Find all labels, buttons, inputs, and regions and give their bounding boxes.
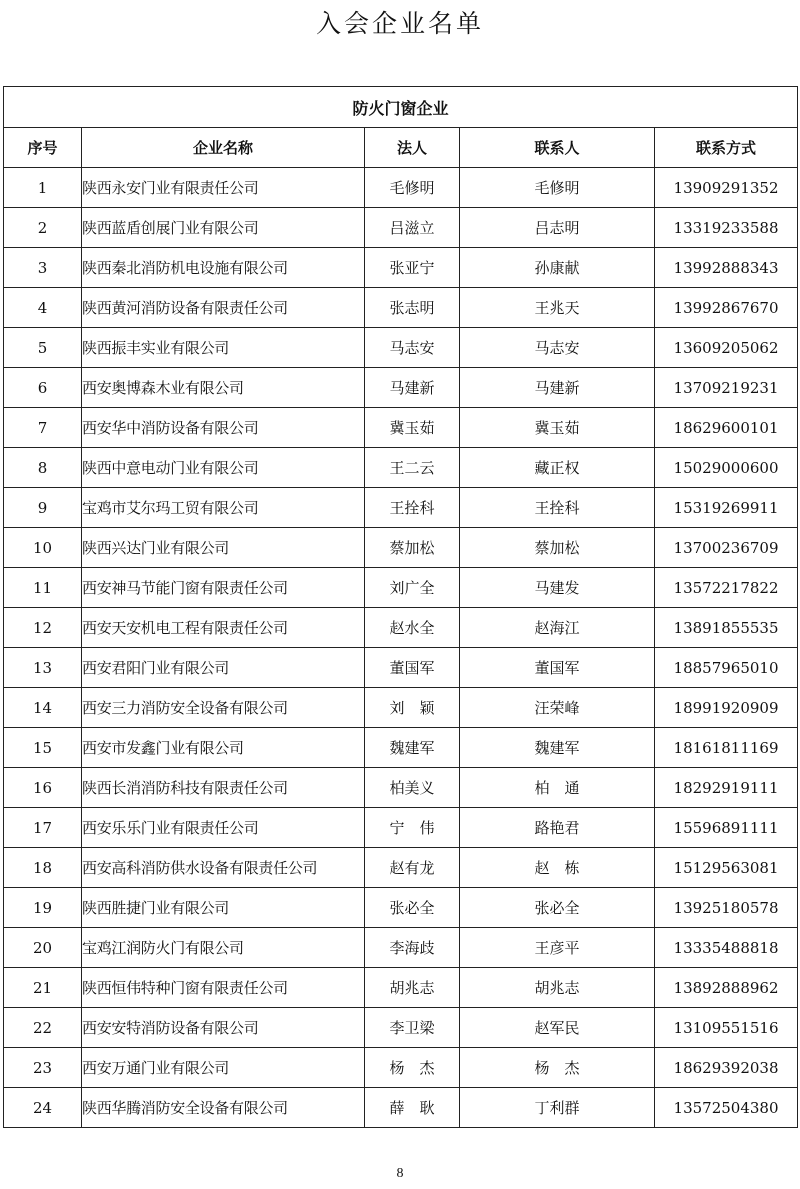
cell-legal-person: 魏建军 bbox=[365, 728, 460, 768]
cell-phone: 13335488818 bbox=[655, 928, 798, 968]
cell-phone: 13992867670 bbox=[655, 288, 798, 328]
cell-company: 陕西胜捷门业有限公司 bbox=[82, 888, 365, 928]
cell-phone: 13572504380 bbox=[655, 1088, 798, 1128]
cell-contact: 王拴科 bbox=[460, 488, 655, 528]
cell-legal-person: 冀玉茹 bbox=[365, 408, 460, 448]
cell-company: 陕西华腾消防安全设备有限公司 bbox=[82, 1088, 365, 1128]
cell-index: 8 bbox=[4, 448, 82, 488]
cell-phone: 13609205062 bbox=[655, 328, 798, 368]
cell-company: 西安神马节能门窗有限责任公司 bbox=[82, 568, 365, 608]
cell-company: 西安天安机电工程有限责任公司 bbox=[82, 608, 365, 648]
cell-index: 7 bbox=[4, 408, 82, 448]
cell-index: 12 bbox=[4, 608, 82, 648]
cell-company: 陕西振丰实业有限公司 bbox=[82, 328, 365, 368]
table-row bbox=[4, 248, 798, 288]
cell-legal-person: 毛修明 bbox=[365, 168, 460, 208]
cell-index: 9 bbox=[4, 488, 82, 528]
cell-company: 陕西兴达门业有限公司 bbox=[82, 528, 365, 568]
header-contact: 联系人 bbox=[460, 128, 655, 168]
cell-legal-person: 宁 伟 bbox=[365, 808, 460, 848]
cell-legal-person: 王拴科 bbox=[365, 488, 460, 528]
cell-index: 19 bbox=[4, 888, 82, 928]
cell-phone: 13891855535 bbox=[655, 608, 798, 648]
table-row bbox=[4, 928, 798, 968]
cell-legal-person: 蔡加松 bbox=[365, 528, 460, 568]
table-row bbox=[4, 368, 798, 408]
table-row bbox=[4, 968, 798, 1008]
table-row bbox=[4, 568, 798, 608]
cell-company: 陕西永安门业有限责任公司 bbox=[82, 168, 365, 208]
cell-legal-person: 张志明 bbox=[365, 288, 460, 328]
cell-contact: 张必全 bbox=[460, 888, 655, 928]
cell-company: 陕西中意电动门业有限公司 bbox=[82, 448, 365, 488]
cell-phone: 13319233588 bbox=[655, 208, 798, 248]
cell-index: 22 bbox=[4, 1008, 82, 1048]
cell-contact: 马建发 bbox=[460, 568, 655, 608]
table-row bbox=[4, 608, 798, 648]
cell-legal-person: 李海歧 bbox=[365, 928, 460, 968]
header-index: 序号 bbox=[4, 128, 82, 168]
cell-company: 西安奥博森木业有限公司 bbox=[82, 368, 365, 408]
cell-contact: 赵海江 bbox=[460, 608, 655, 648]
cell-phone: 13992888343 bbox=[655, 248, 798, 288]
cell-index: 1 bbox=[4, 168, 82, 208]
cell-phone: 18991920909 bbox=[655, 688, 798, 728]
cell-phone: 15319269911 bbox=[655, 488, 798, 528]
cell-company: 陕西长消消防科技有限责任公司 bbox=[82, 768, 365, 808]
header-legal-person: 法人 bbox=[365, 128, 460, 168]
cell-index: 10 bbox=[4, 528, 82, 568]
header-company: 企业名称 bbox=[82, 128, 365, 168]
cell-contact: 汪荣峰 bbox=[460, 688, 655, 728]
cell-phone: 15029000600 bbox=[655, 448, 798, 488]
cell-phone: 18857965010 bbox=[655, 648, 798, 688]
cell-company: 西安万通门业有限公司 bbox=[82, 1048, 365, 1088]
cell-contact: 马志安 bbox=[460, 328, 655, 368]
cell-company: 西安高科消防供水设备有限责任公司 bbox=[82, 848, 365, 888]
cell-index: 4 bbox=[4, 288, 82, 328]
table-row bbox=[4, 1008, 798, 1048]
cell-contact: 路艳君 bbox=[460, 808, 655, 848]
cell-contact: 蔡加松 bbox=[460, 528, 655, 568]
header-row bbox=[4, 128, 798, 168]
cell-index: 14 bbox=[4, 688, 82, 728]
cell-contact: 胡兆志 bbox=[460, 968, 655, 1008]
cell-company: 西安安特消防设备有限公司 bbox=[82, 1008, 365, 1048]
cell-legal-person: 赵有龙 bbox=[365, 848, 460, 888]
header-phone: 联系方式 bbox=[655, 128, 798, 168]
table-row bbox=[4, 728, 798, 768]
table-row bbox=[4, 1088, 798, 1128]
cell-legal-person: 李卫梁 bbox=[365, 1008, 460, 1048]
cell-contact: 赵 栋 bbox=[460, 848, 655, 888]
cell-phone: 18629600101 bbox=[655, 408, 798, 448]
cell-index: 2 bbox=[4, 208, 82, 248]
cell-company: 宝鸡江润防火门有限公司 bbox=[82, 928, 365, 968]
page-number: 8 bbox=[396, 1166, 404, 1181]
table-row bbox=[4, 208, 798, 248]
cell-phone: 18161811169 bbox=[655, 728, 798, 768]
cell-phone: 18629392038 bbox=[655, 1048, 798, 1088]
cell-index: 15 bbox=[4, 728, 82, 768]
table-row bbox=[4, 288, 798, 328]
cell-index: 21 bbox=[4, 968, 82, 1008]
cell-phone: 15596891111 bbox=[655, 808, 798, 848]
table-row bbox=[4, 328, 798, 368]
cell-phone: 18292919111 bbox=[655, 768, 798, 808]
cell-phone: 13572217822 bbox=[655, 568, 798, 608]
cell-index: 3 bbox=[4, 248, 82, 288]
cell-company: 陕西蓝盾创展门业有限公司 bbox=[82, 208, 365, 248]
cell-legal-person: 刘广全 bbox=[365, 568, 460, 608]
cell-legal-person: 胡兆志 bbox=[365, 968, 460, 1008]
table-row bbox=[4, 688, 798, 728]
cell-company: 西安华中消防设备有限公司 bbox=[82, 408, 365, 448]
cell-index: 5 bbox=[4, 328, 82, 368]
cell-company: 西安市发鑫门业有限公司 bbox=[82, 728, 365, 768]
table-row bbox=[4, 648, 798, 688]
cell-index: 20 bbox=[4, 928, 82, 968]
cell-contact: 马建新 bbox=[460, 368, 655, 408]
cell-contact: 王兆天 bbox=[460, 288, 655, 328]
table-row bbox=[4, 848, 798, 888]
cell-phone: 13709219231 bbox=[655, 368, 798, 408]
cell-contact: 藏正权 bbox=[460, 448, 655, 488]
cell-phone: 13909291352 bbox=[655, 168, 798, 208]
cell-company: 西安君阳门业有限公司 bbox=[82, 648, 365, 688]
cell-contact: 吕志明 bbox=[460, 208, 655, 248]
cell-index: 13 bbox=[4, 648, 82, 688]
table-row bbox=[4, 448, 798, 488]
table-row bbox=[4, 768, 798, 808]
cell-contact: 毛修明 bbox=[460, 168, 655, 208]
cell-index: 24 bbox=[4, 1088, 82, 1128]
cell-legal-person: 吕滋立 bbox=[365, 208, 460, 248]
section-title-row bbox=[4, 87, 798, 128]
cell-contact: 王彦平 bbox=[460, 928, 655, 968]
cell-index: 18 bbox=[4, 848, 82, 888]
section-title: 防火门窗企业 bbox=[4, 87, 798, 128]
cell-phone: 13109551516 bbox=[655, 1008, 798, 1048]
cell-contact: 孙康献 bbox=[460, 248, 655, 288]
cell-index: 23 bbox=[4, 1048, 82, 1088]
cell-contact: 丁利群 bbox=[460, 1088, 655, 1128]
cell-company: 宝鸡市艾尔玛工贸有限公司 bbox=[82, 488, 365, 528]
cell-phone: 13700236709 bbox=[655, 528, 798, 568]
cell-contact: 赵军民 bbox=[460, 1008, 655, 1048]
cell-legal-person: 张必全 bbox=[365, 888, 460, 928]
cell-legal-person: 张亚宁 bbox=[365, 248, 460, 288]
cell-company: 陕西黄河消防设备有限责任公司 bbox=[82, 288, 365, 328]
cell-contact: 魏建军 bbox=[460, 728, 655, 768]
cell-phone: 15129563081 bbox=[655, 848, 798, 888]
cell-company: 西安乐乐门业有限责任公司 bbox=[82, 808, 365, 848]
cell-index: 16 bbox=[4, 768, 82, 808]
cell-legal-person: 赵水全 bbox=[365, 608, 460, 648]
table-row bbox=[4, 488, 798, 528]
cell-contact: 冀玉茹 bbox=[460, 408, 655, 448]
table-row bbox=[4, 168, 798, 208]
cell-legal-person: 薛 耿 bbox=[365, 1088, 460, 1128]
cell-legal-person: 董国军 bbox=[365, 648, 460, 688]
cell-company: 陕西秦北消防机电设施有限公司 bbox=[82, 248, 365, 288]
page-title: 入会企业名单 bbox=[315, 9, 484, 38]
cell-legal-person: 马建新 bbox=[365, 368, 460, 408]
cell-legal-person: 王二云 bbox=[365, 448, 460, 488]
cell-company: 西安三力消防安全设备有限公司 bbox=[82, 688, 365, 728]
cell-index: 11 bbox=[4, 568, 82, 608]
cell-legal-person: 杨 杰 bbox=[365, 1048, 460, 1088]
cell-index: 17 bbox=[4, 808, 82, 848]
cell-legal-person: 马志安 bbox=[365, 328, 460, 368]
table-row bbox=[4, 528, 798, 568]
cell-phone: 13892888962 bbox=[655, 968, 798, 1008]
cell-index: 6 bbox=[4, 368, 82, 408]
cell-contact: 柏 通 bbox=[460, 768, 655, 808]
table-row bbox=[4, 808, 798, 848]
cell-legal-person: 柏美义 bbox=[365, 768, 460, 808]
table-row bbox=[4, 888, 798, 928]
table-row bbox=[4, 408, 798, 448]
member-company-table bbox=[3, 86, 798, 1128]
cell-phone: 13925180578 bbox=[655, 888, 798, 928]
cell-contact: 杨 杰 bbox=[460, 1048, 655, 1088]
table-row bbox=[4, 1048, 798, 1088]
cell-legal-person: 刘 颖 bbox=[365, 688, 460, 728]
cell-contact: 董国军 bbox=[460, 648, 655, 688]
cell-company: 陕西恒伟特种门窗有限责任公司 bbox=[82, 968, 365, 1008]
